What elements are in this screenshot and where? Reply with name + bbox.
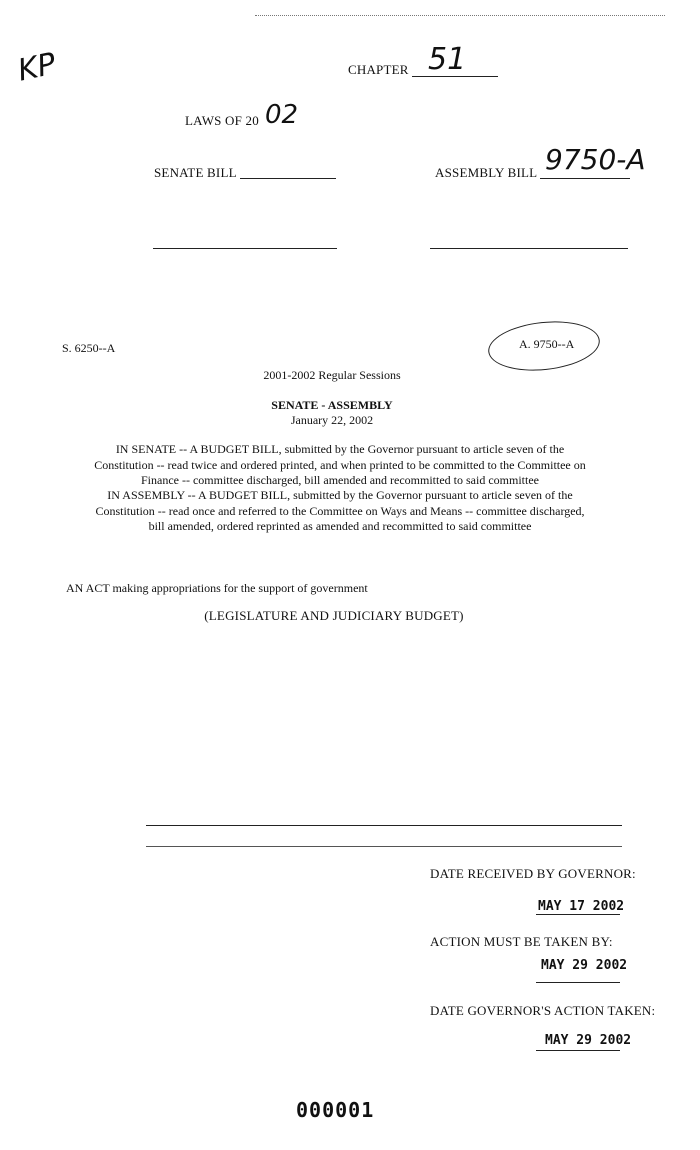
received-underline [536,914,620,915]
assembly-bill-underline [540,178,630,179]
assembly-bill-label: ASSEMBLY BILL [435,165,538,180]
senate-bill-underline [240,178,336,179]
assembly-line-3: bill amended, ordered reprinted as amended and recommitted to said committee [148,519,532,533]
assembly-line-1: IN ASSEMBLY -- A BUDGET BILL, submitted by the Governor pursuant to article seven of the [107,488,573,502]
budget-name: (LEGISLATURE AND JUDICIARY BUDGET) [204,608,464,623]
senate-blank-line [153,248,337,249]
act-title: AN ACT making appropriations for the support of government [66,581,368,595]
action-date: MAY 29 2002 [545,1033,632,1048]
deadline-label: ACTION MUST BE TAKEN BY: [430,934,613,949]
chapter-number: 51 [428,42,467,77]
house-heading: SENATE - ASSEMBLY [271,398,393,412]
action-underline [536,1050,620,1051]
deadline-date: MAY 29 2002 [541,958,628,973]
laws-label: LAWS OF 20 [185,113,259,128]
lower-rule-2 [146,846,622,847]
senate-bill-number: S. 6250--A [62,341,116,355]
scan-edge-line [255,15,665,16]
session-heading: 2001-2002 Regular Sessions [263,368,401,382]
received-date: MAY 17 2002 [538,899,625,914]
assembly-line-2: Constitution -- read once and referred to the Committee on Ways and Means -- committee discharged, [95,503,585,518]
action-label: DATE GOVERNOR'S ACTION TAKEN: [430,1003,656,1018]
assembly-bill-number-print: A. 9750--A [519,337,575,351]
lower-rule-1 [146,825,622,826]
received-label: DATE RECEIVED BY GOVERNOR: [430,866,636,881]
chapter-label: CHAPTER [348,62,409,77]
margin-initials: KP [14,46,59,89]
assembly-bill-number: 9750-A [545,143,646,176]
senate-line-1: IN SENATE -- A BUDGET BILL, submitted by the Governor pursuant to article seven of the [115,442,565,456]
senate-paragraph [60,442,620,489]
page-number: 000001 [296,1098,375,1122]
senate-line-3: Finance -- committee discharged, bill amended and recommitted to said committee [141,473,539,487]
laws-year: 02 [265,100,299,130]
senate-bill-label: SENATE BILL [154,165,237,180]
senate-line-2: Constitution -- read twice and ordered printed, and when printed to be committed to the Committee on [94,457,586,472]
deadline-underline [536,982,620,983]
bill-date: January 22, 2002 [290,413,374,427]
assembly-paragraph [60,488,620,535]
assembly-blank-line [430,248,628,249]
